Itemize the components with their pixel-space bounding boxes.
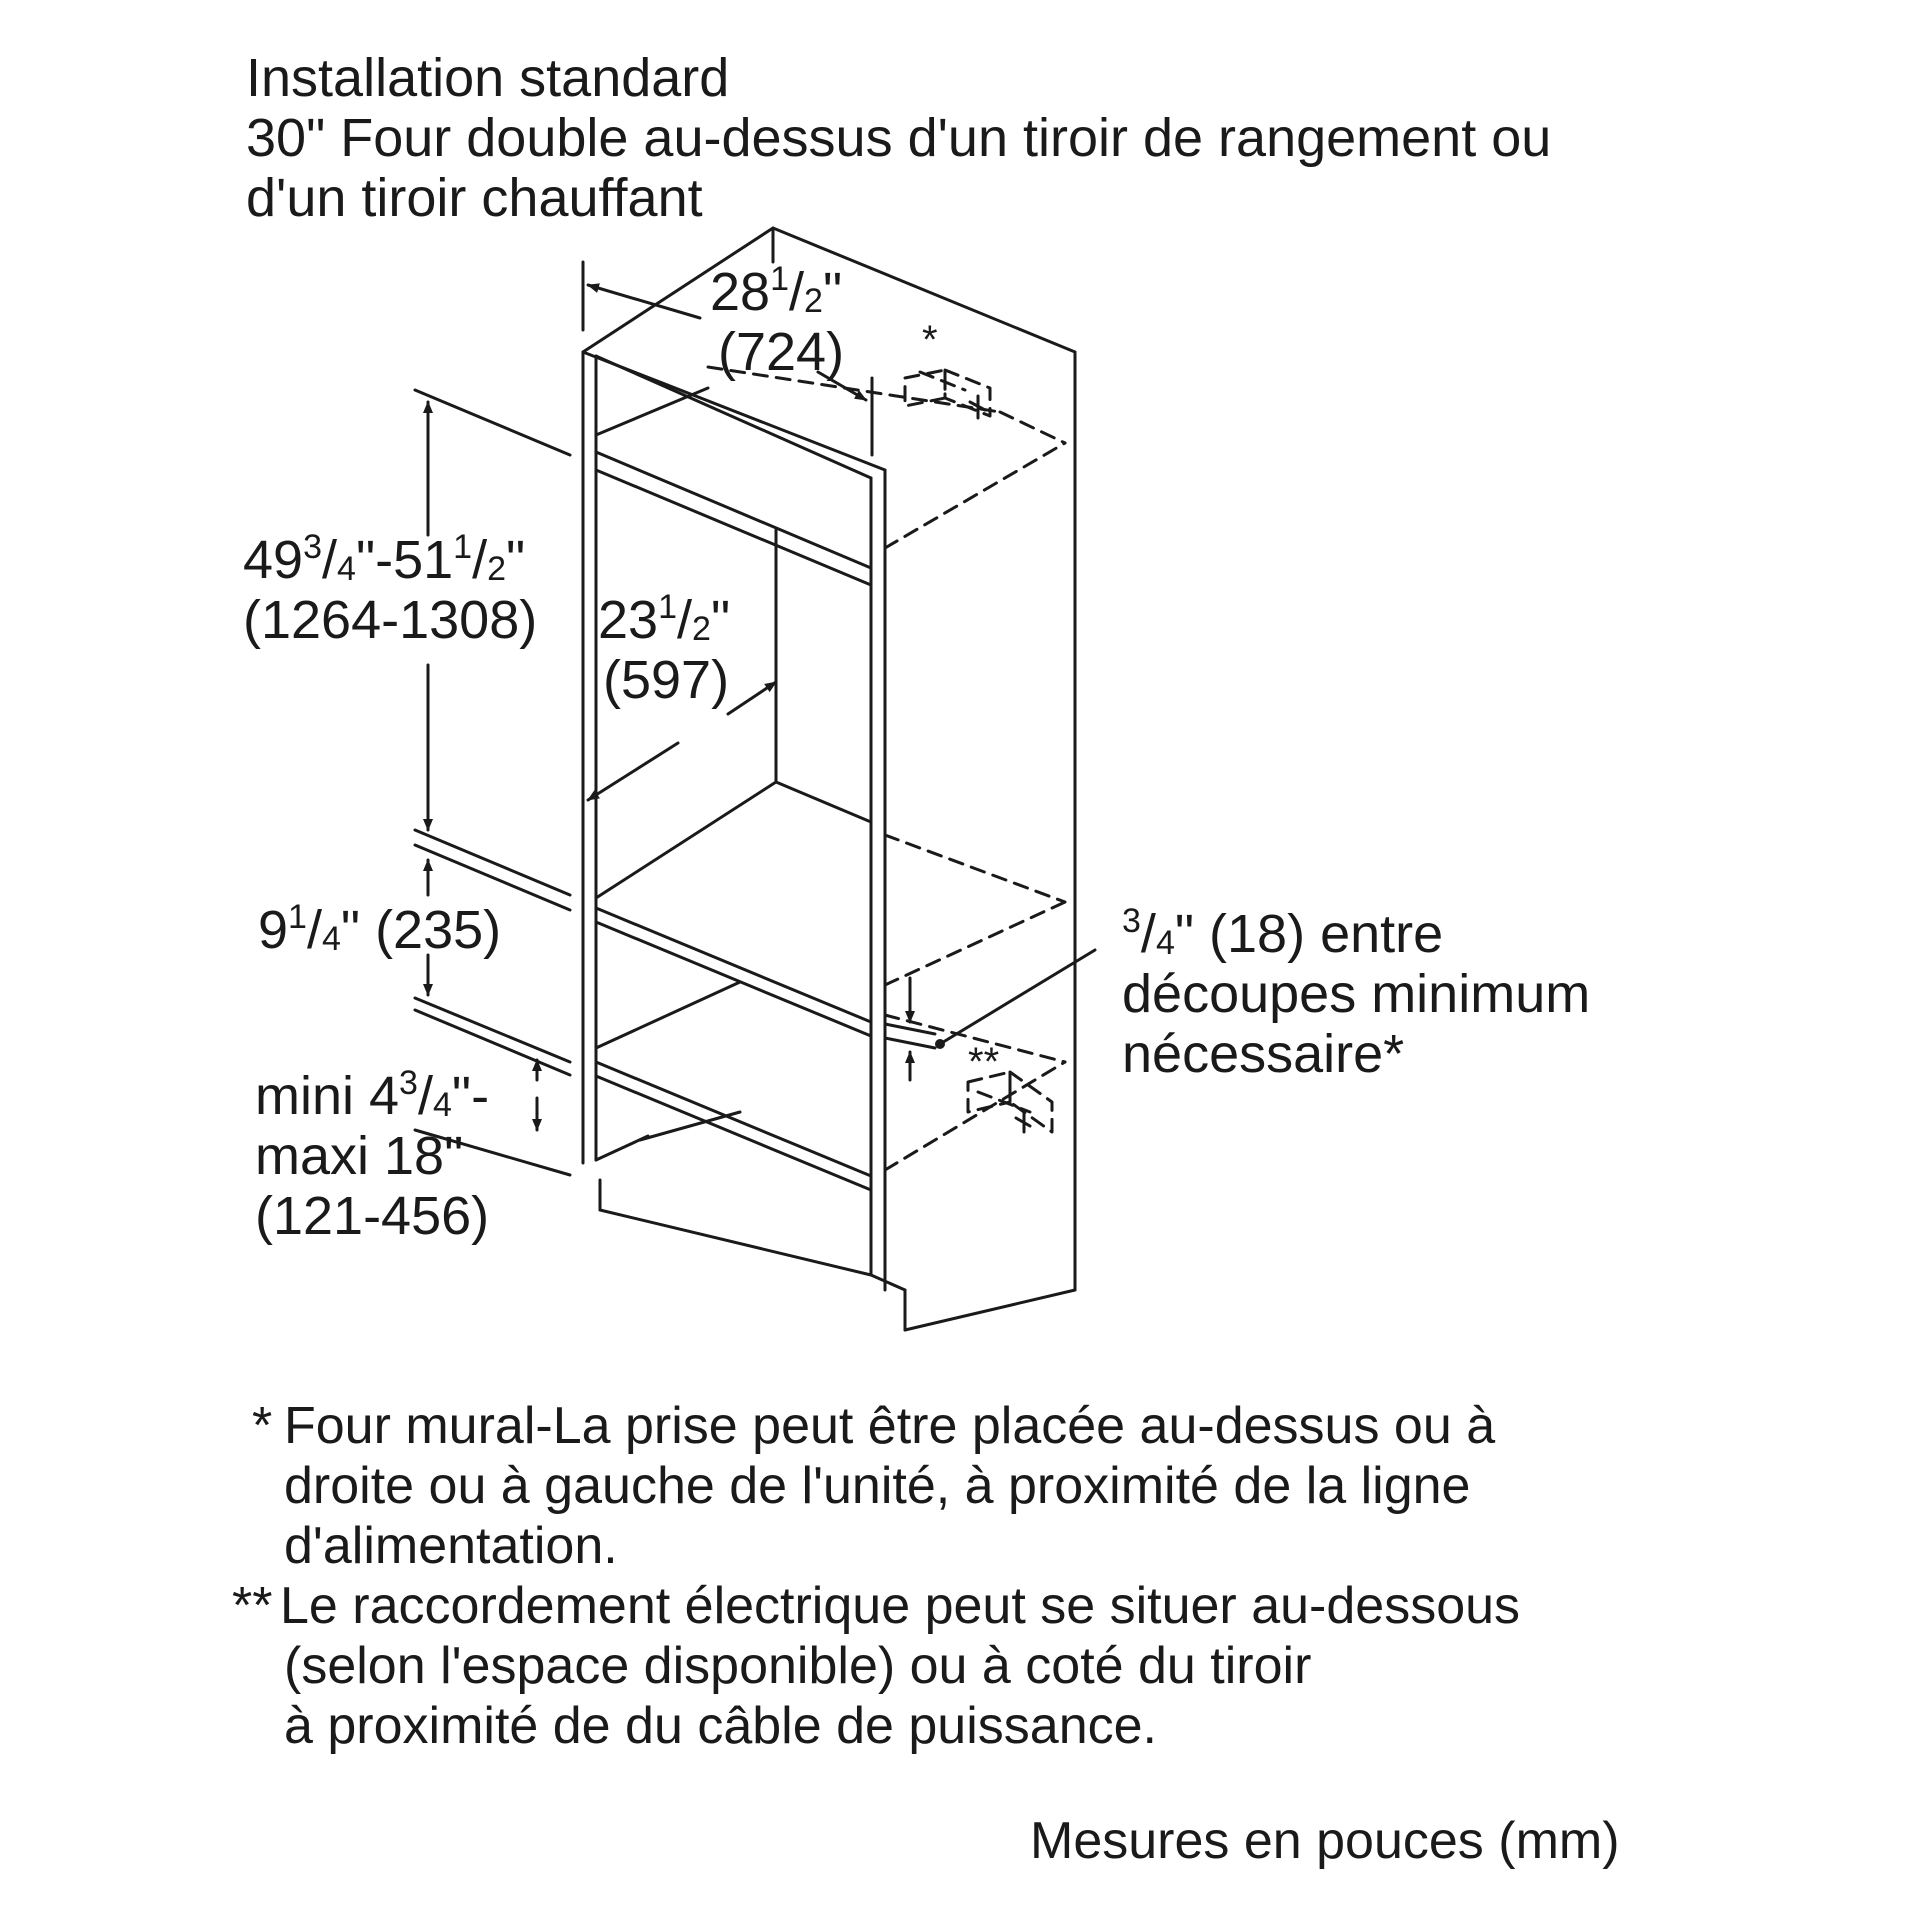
units-note: Mesures en pouces (mm)	[1030, 1812, 1620, 1870]
footnote-2-line-2: (selon l'espace disponible) ou à coté du tiroir	[284, 1637, 1312, 1695]
footnote-1-mark: *	[252, 1397, 273, 1455]
outlet-bottom-marker: **	[968, 1040, 1000, 1084]
footnote-2-line-3: à proximité de du câble de puissance.	[284, 1697, 1157, 1755]
footnote-1-line-1: Four mural-La prise peut être placée au-dessus ou à	[284, 1397, 1496, 1455]
footnote-2-line-1: Le raccordement électrique peut se situer au-dessous	[280, 1577, 1521, 1635]
bottom-range-label-mm: (121-456)	[255, 1186, 490, 1246]
footnote-1-line-3: d'alimentation.	[284, 1517, 618, 1575]
separation-label-line3: nécessaire*	[1122, 1024, 1405, 1084]
bottom-range-label: mini $4^3/_4"-$	[255, 1064, 490, 1126]
separation-label-line2: découpes minimum	[1122, 964, 1591, 1024]
width-label: $28^1/_2$"	[710, 260, 843, 322]
cabinet-openings	[596, 388, 871, 1190]
leader-dot	[935, 1039, 945, 1049]
depth-label: $23^1/_2$"	[598, 588, 731, 650]
cabinet-outline	[583, 228, 1075, 1330]
cutout-height-label: $49^3/_4"-51^1/_2$"	[243, 528, 526, 590]
outlet-top-marker: *	[922, 318, 938, 362]
cutout-height-label-mm: (1264-1308)	[243, 590, 538, 650]
title-line-2: 30" Four double au-dessus d'un tiroir de rangement ou	[246, 108, 1552, 168]
gap-height-label: $9^1/_4$" (235)	[258, 898, 502, 960]
separation-label: $^3/_4$" (18) entre	[1122, 902, 1444, 964]
depth-label-mm: (597)	[603, 650, 730, 710]
title-line-3: d'un tiroir chauffant	[246, 168, 703, 228]
title-line-1: Installation standard	[246, 48, 730, 108]
footnote-2-mark: **	[232, 1577, 273, 1635]
footnote-1-line-2: droite ou à gauche de l'unité, à proximité de la ligne	[284, 1457, 1471, 1515]
width-label-mm: (724)	[718, 322, 845, 382]
bottom-range-label-line2: maxi 18"	[255, 1126, 464, 1186]
